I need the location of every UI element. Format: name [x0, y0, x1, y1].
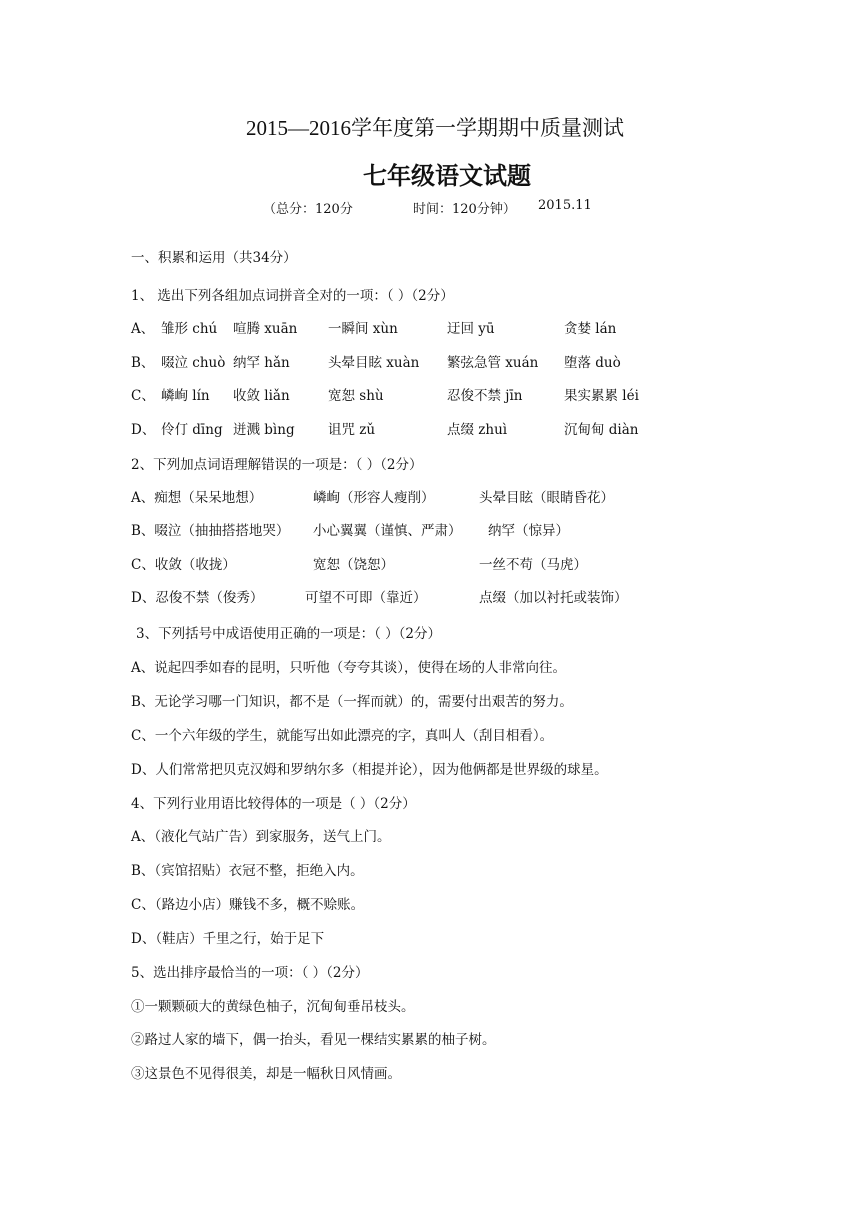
q3-option: A、说起四季如春的昆明，只听他（夸夸其谈），使得在场的人非常向往。	[131, 660, 566, 676]
q1-item: 贪婪 lán	[564, 321, 617, 337]
q4-option: A、（液化气站广告）到家服务，送气上门。	[131, 829, 391, 845]
q1-item: 繁弦急管 xuán	[447, 355, 539, 371]
q5-sentence: ③这景色不见得很美，却是一幅秋日风情画。	[131, 1066, 401, 1082]
q3-option: D、人们常常把贝克汉姆和罗纳尔多（相提并论），因为他俩都是世界级的球星。	[131, 762, 608, 778]
q1-item: 点缀 zhuì	[447, 422, 508, 438]
q2-item: 嶙峋（形容人瘦削）	[313, 490, 435, 506]
question-1-stem: 1、 选出下列各组加点词拼音全对的一项：（ ）（2分）	[131, 288, 454, 304]
q1-item: 迂回 yū	[447, 321, 495, 337]
q1-item: 忍俊不禁 jīn	[447, 388, 523, 404]
q2-item: 点缀（加以衬托或装饰）	[479, 590, 628, 606]
q1-label: B、	[131, 355, 155, 371]
q1-label: C、	[131, 388, 155, 404]
q1-item: 果实累累 léi	[564, 388, 639, 404]
question-3-stem: 3、下列括号中成语使用正确的一项是：（ ）（2分）	[136, 626, 441, 642]
q2-item: 宽恕（饶恕）	[313, 557, 394, 573]
q1-label: D、	[131, 422, 156, 438]
question-2-stem: 2、下列加点词语理解错误的一项是：（ ）（2分）	[131, 457, 423, 473]
q2-item: B、啜泣（抽抽搭搭地哭）	[131, 523, 290, 539]
exam-subtitle: 七年级语文试题	[363, 162, 531, 190]
q1-item: 头晕目眩 xuàn	[328, 355, 420, 371]
q2-item: C、收敛（收拢）	[131, 557, 236, 573]
q1-item: 伶仃 dīng	[161, 422, 223, 438]
q1-item: 喧腾 xuān	[233, 321, 298, 337]
q5-sentence: ①一颗颗硕大的黄绿色柚子，沉甸甸垂吊枝头。	[131, 999, 415, 1015]
q1-item: 宽恕 shù	[328, 388, 384, 404]
q1-item: 嶙峋 lín	[161, 388, 210, 404]
q1-item: 一瞬间 xùn	[328, 321, 398, 337]
q2-item: 一丝不苟（马虎）	[479, 557, 587, 573]
q1-item: 沉甸甸 diàn	[564, 422, 639, 438]
q2-item: 头晕目眩（眼睛昏花）	[479, 490, 614, 506]
q2-item: A、痴想（呆呆地想）	[131, 490, 263, 506]
q1-item: 纳罕 hǎn	[233, 355, 290, 371]
q4-option: D、（鞋店）千里之行，始于足下	[131, 931, 325, 947]
q2-item: D、忍俊不禁（俊秀）	[131, 590, 264, 606]
exam-title: 2015—2016学年度第一学期期中质量测试	[246, 116, 624, 140]
q5-sentence: ②路过人家的墙下，偶一抬头，看见一棵结实累累的柚子树。	[131, 1032, 496, 1048]
section-heading: 一、积累和运用（共34分）	[131, 250, 297, 266]
q1-item: 雏形 chú	[161, 321, 218, 337]
exam-time: 时间：120分钟）	[413, 202, 516, 217]
q1-item: 收敛 liǎn	[233, 388, 290, 404]
q3-option: C、一个六年级的学生，就能写出如此漂亮的字，真叫人（刮目相看）。	[131, 728, 554, 744]
q1-item: 啜泣 chuò	[161, 355, 226, 371]
q1-item: 诅咒 zǔ	[328, 422, 376, 438]
q2-item: 小心翼翼（谨慎、严肃）	[313, 523, 462, 539]
question-5-stem: 5、选出排序最恰当的一项：（ ）（2分）	[131, 965, 369, 981]
total-score: （总分：120分	[263, 202, 353, 217]
q1-label: A、	[131, 321, 155, 337]
question-4-stem: 4、下列行业用语比较得体的一项是（ ）（2分）	[131, 796, 416, 812]
q1-item: 迸溅 bìng	[233, 422, 295, 438]
exam-date: 2015.11	[538, 198, 592, 213]
q4-option: C、（路边小店）赚钱不多，概不赊账。	[131, 897, 365, 913]
q3-option: B、无论学习哪一门知识，都不是（一挥而就）的，需要付出艰苦的努力。	[131, 694, 573, 710]
q1-item: 堕落 duò	[564, 355, 621, 371]
q2-item: 纳罕（惊异）	[488, 523, 569, 539]
q4-option: B、（宾馆招贴）衣冠不整，拒绝入内。	[131, 863, 364, 879]
q2-item: 可望不可即（靠近）	[305, 590, 427, 606]
